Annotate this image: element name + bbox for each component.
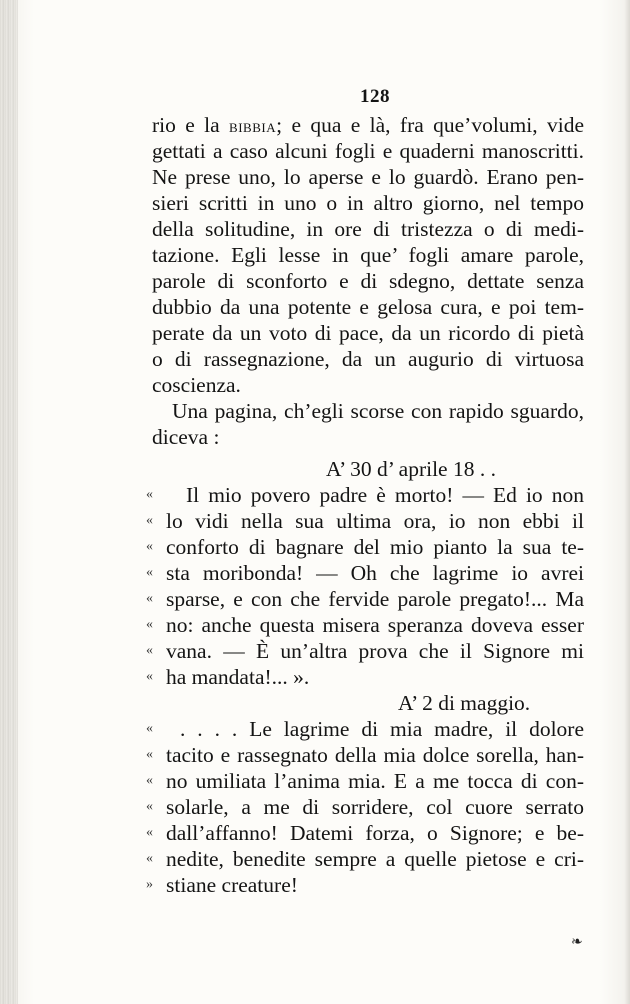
quote-mark: « [146, 825, 153, 840]
text-line: perate da un voto di pace, da un ricordo di pietà [152, 321, 584, 345]
page-right-edge [624, 0, 630, 1004]
quote-mark: « [146, 539, 153, 554]
quote-mark: « [146, 617, 153, 632]
text-line: Il mio povero padre è morto! — Ed io non [186, 483, 584, 507]
text-line: lo vidi nella sua ultima ora, io non ebbi il [166, 509, 584, 533]
text-line: Una pagina, ch’egli scorse con rapido sguardo, [172, 399, 584, 423]
text-line: tazione. Egli lesse in que’ fogli amare parole, [152, 243, 584, 267]
text-line: diceva : [152, 425, 220, 449]
text-line: dubbio da una potente e gelosa cura, e poi tem- [152, 295, 584, 319]
text-line: gettati a caso alcuni fogli e quaderni manoscritti. [152, 139, 584, 163]
page-gutter-edge [0, 0, 18, 1004]
text-line: coscienza. [152, 373, 241, 397]
page-number: 128 [360, 86, 390, 107]
text-line: sparse, e con che fervide parole pregato!... Ma [166, 587, 584, 611]
text-line: vana. — È un’altra prova che il Signore mi [166, 639, 584, 663]
quote-mark: » [146, 877, 153, 892]
quote-mark: « [146, 643, 153, 658]
quote-mark: « [146, 591, 153, 606]
quote-mark: « [146, 851, 153, 866]
text-line: parole di sconforto e di sdegno, dettate senza [152, 269, 584, 293]
text-line: no umiliata l’anima mia. E a me tocca di con- [166, 769, 584, 793]
text-line: . . . . Le lagrime di mia madre, il dolore [180, 717, 584, 741]
quote-mark: « [146, 669, 153, 684]
text-line: tacito e rassegnato della mia dolce sorella, han- [166, 743, 584, 767]
quote-mark: « [146, 513, 153, 528]
quote-mark: « [146, 487, 153, 502]
quote-mark: « [146, 721, 153, 736]
text-line: nedite, benedite sempre a quelle pietose e cri- [166, 847, 584, 871]
quote-mark: « [146, 565, 153, 580]
text-line: sieri scritti in uno o in altro giorno, nel tempo [152, 191, 584, 215]
text-line: conforto di bagnare del mio pianto la sua te- [166, 535, 584, 559]
text-line: ha mandata!... ». [166, 665, 310, 689]
quote-mark: « [146, 799, 153, 814]
text-line: della solitudine, in ore di tristezza o di medi- [152, 217, 584, 241]
text-line: Ne prese uno, lo aperse e lo guardò. Erano pen- [152, 165, 584, 189]
small-caps-word: bibbia [229, 116, 277, 136]
text-line: solarle, a me di sorridere, col cuore serrato [166, 795, 584, 819]
text-line: stiane creature! [166, 873, 298, 897]
text-line: sta moribonda! — Oh che lagrime io avrei [166, 561, 584, 585]
diary-date: A’ 2 di maggio. [398, 691, 531, 715]
text-line: no: anche questa misera speranza doveva esser [166, 613, 584, 637]
text-line: o di rassegnazione, da un augurio di virtuosa [152, 347, 584, 371]
text-line: rio e la bibbia; e qua e là, fra que’volumi, vide [152, 113, 585, 137]
ornament-icon: ❧ [571, 935, 583, 950]
quote-mark: « [146, 747, 153, 762]
text-line: dall’affanno! Datemi forza, o Signore; e be- [166, 821, 584, 845]
diary-date: A’ 30 d’ aprile 18 . . [326, 457, 496, 481]
quote-mark: « [146, 773, 153, 788]
